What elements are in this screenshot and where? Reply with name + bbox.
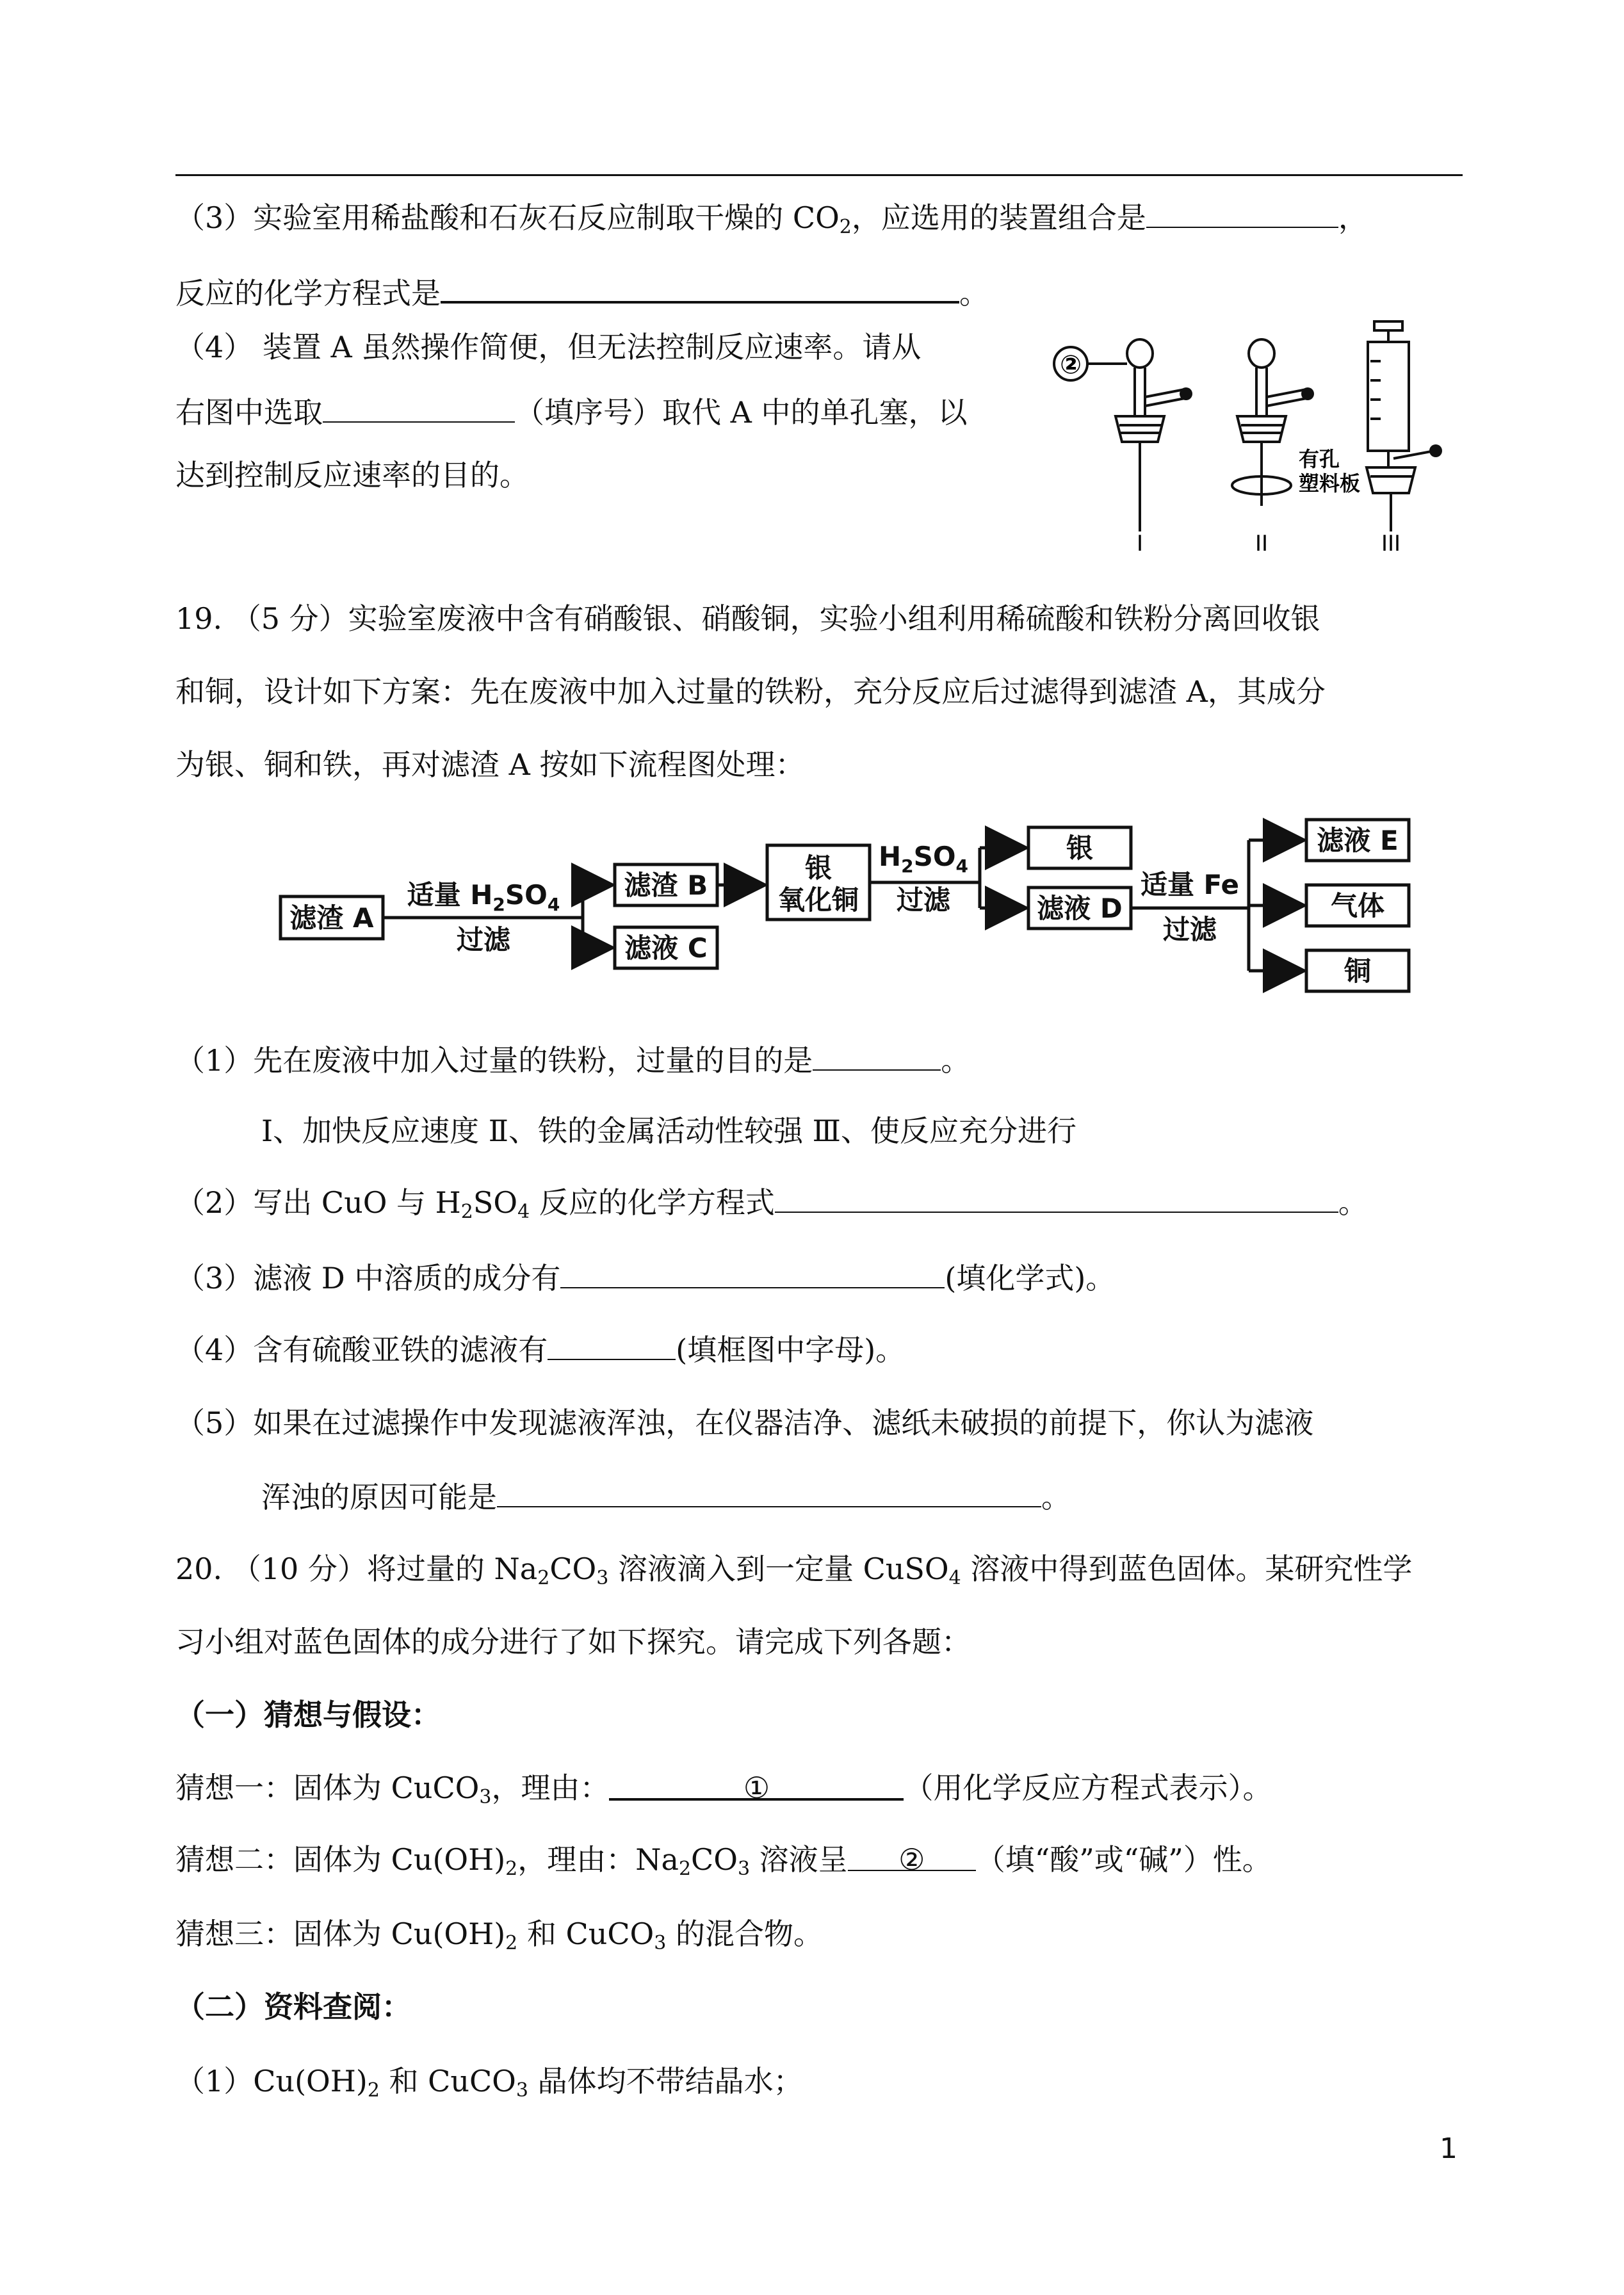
q19-intro-line1: 19. （5 分）实验室废液中含有硝酸银、硝酸铜，实验小组利用稀硫酸和铁粉分离回收银: [175, 601, 1320, 636]
answer-blank[interactable]: ①: [609, 1769, 904, 1801]
q20-reference-1: $(1)Cu(OH)_2$ 和 CuCO$_3$ 晶体均不带结晶水；: [175, 2064, 803, 2102]
answer-blank[interactable]: [323, 392, 515, 423]
box-cuo-label-2: 氧化铜: [777, 884, 859, 916]
header-rule: [175, 174, 1463, 176]
q20-intro-line1: 20. （10 分）将过量的 $Na_2CO_3$ 溶液滴入到一定量 CuSO$_4$ 溶液中得到蓝色固体。某研究性学: [175, 1552, 1413, 1589]
answer-blank[interactable]: ②: [848, 1840, 976, 1871]
q19-s2: （2）写出 CuO 与 $H_2SO_4$ 反应的化学方程式 。: [175, 1182, 1368, 1231]
q18-p3-line1: （3）实验室用稀盐酸和石灰石反应制取干燥的 $CO_2$，应选用的装置组合是 ，: [175, 197, 1368, 247]
step2-reagent: $H_2SO_4$: [878, 841, 969, 877]
box-filtrate-d-label: 滤液 D: [1037, 893, 1123, 924]
q19-s3: （3）滤液 D 中溶质的成分有 (填化学式)。: [175, 1258, 1115, 1297]
box-filtrate-c-label: 滤液 C: [624, 932, 708, 964]
q18-p3-line2: 反应的化学方程式是 。: [175, 272, 989, 312]
step3-filter: 过滤: [1162, 914, 1217, 945]
apparatus-label-3: III: [1381, 531, 1401, 556]
plate-label-2: 塑料板: [1299, 471, 1361, 496]
step3-reagent: 适量 Fe: [1140, 869, 1240, 900]
box-cuo-label-1: 银: [804, 852, 832, 884]
answer-blank[interactable]: [775, 1182, 1338, 1213]
apparatus-marker: ②: [1060, 350, 1082, 380]
q20-intro-line2: 习小组对蓝色固体的成分进行了如下探究。请完成下列各题：: [175, 1625, 971, 1659]
answer-blank[interactable]: [441, 272, 959, 304]
answer-blank[interactable]: [548, 1329, 676, 1360]
q19-s1-options: Ⅰ、加快反应速度 Ⅱ、铁的金属活动性较强 Ⅲ、使反应充分进行: [261, 1114, 1077, 1148]
q19-s5-line1: （5）如果在过滤操作中发现滤液浑浊，在仪器洁净、滤纸未破损的前提下，你认为滤液: [175, 1406, 1314, 1440]
q20-heading-1: （一）猜想与假设：: [175, 1698, 441, 1732]
box-silver-label: 银: [1066, 832, 1094, 864]
box-gas-label: 气体: [1330, 890, 1385, 921]
q18-p4-line3: 达到控制反应速率的目的。: [175, 458, 529, 492]
answer-blank[interactable]: [497, 1477, 1041, 1507]
answer-blank[interactable]: [813, 1040, 941, 1071]
answer-blank[interactable]: [1146, 197, 1338, 228]
step1-filter: 过滤: [456, 924, 511, 955]
page-number: 1: [1440, 2132, 1458, 2165]
answer-blank[interactable]: [560, 1258, 945, 1288]
plate-label-1: 有孔: [1299, 447, 1340, 471]
box-filtrate-e-label: 滤液 E: [1317, 825, 1399, 856]
apparatus-figure: [1050, 314, 1447, 557]
apparatus-label-1: I: [1136, 531, 1144, 556]
box-residue-a-label: 滤渣 A: [289, 902, 374, 934]
q18-p4-line2: 右图中选取 （填序号）取代 A 中的单孔塞，以: [175, 392, 967, 432]
apparatus-label-2: II: [1255, 531, 1269, 556]
q20-guess-3: 猜想三：固体为 $Cu(OH)_2$ 和 CuCO$_3$ 的混合物。: [175, 1917, 823, 1954]
box-residue-b-label: 滤渣 B: [624, 870, 708, 901]
q19-s1: （1）先在废液中加入过量的铁粉，过量的目的是 。: [175, 1040, 970, 1080]
step2-filter: 过滤: [896, 884, 951, 916]
q19-intro-line3: 为银、铜和铁，再对滤渣 A 按如下流程图处理：: [175, 747, 805, 782]
q19-intro-line2: 和铜，设计如下方案：先在废液中加入过量的铁粉，充分反应后过滤得到滤渣 A，其成分: [175, 674, 1326, 709]
box-copper-label: 铜: [1344, 955, 1372, 987]
step1-reagent: 适量 $H_2SO_4$: [407, 879, 560, 915]
q20-guess-2: 猜想二：固体为 $Cu(OH)_2$，理由：$Na_2CO_3$ 溶液呈 ② （填“酸”或“碱”）性。: [175, 1840, 1272, 1888]
q20-guess-1: 猜想一：固体为 CuCO$_3$，理由： ① （用化学反应方程式表示）。: [175, 1769, 1272, 1817]
q18-p4-line1: （4） 装置 A 虽然操作简便，但无法控制反应速率。请从: [175, 330, 922, 364]
q19-s5-line2: 浑浊的原因可能是 。: [261, 1477, 1071, 1516]
q20-heading-2: （二）资料查阅：: [175, 1990, 411, 2024]
q19-s4: （4）含有硫酸亚铁的滤液有 (填框图中字母)。: [175, 1329, 905, 1369]
flowchart: [275, 813, 1428, 1025]
